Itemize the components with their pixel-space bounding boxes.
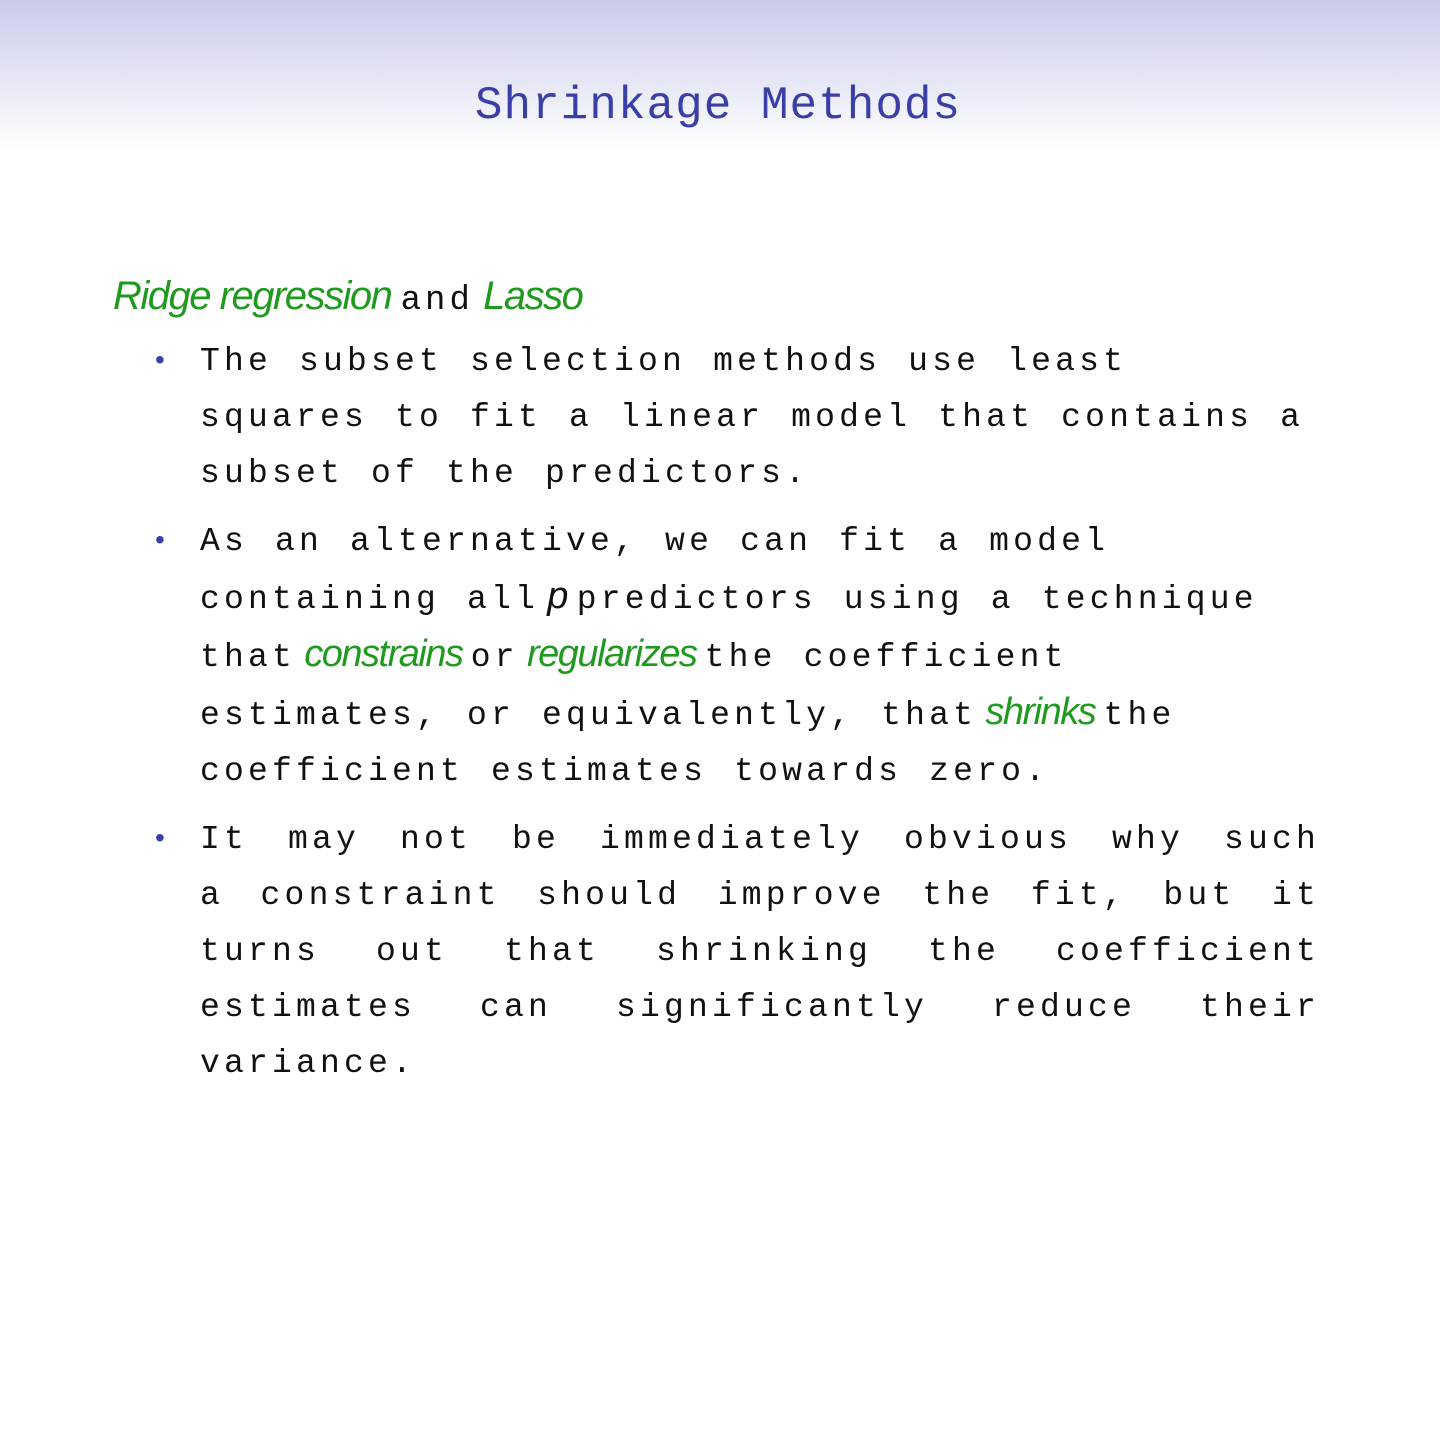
bullet-text: or <box>470 639 519 676</box>
bullet-text: As an alternative, we can fit a model containing all <box>200 523 1110 618</box>
emphasis-shrinks: shrinks <box>985 691 1096 733</box>
emphasis-constrains: constrains <box>304 633 463 675</box>
bullet-item <box>155 513 1320 799</box>
bullet-item <box>155 811 1320 1091</box>
bullet-text: the coefficient estimates towards zero. <box>200 697 1176 790</box>
variable-p: p <box>547 575 569 617</box>
bullet-text: predictors using a technique that <box>200 581 1258 676</box>
bullet-text: The subset selection methods use least squares to fit a linear model that contains a subset of the predictors. <box>200 343 1305 492</box>
subheading <box>113 270 582 327</box>
bullet-text: the coefficient estimates, or equivalently, that <box>200 639 1068 734</box>
bullet-dot-icon: • <box>155 524 165 555</box>
bullet-dot-icon: • <box>155 344 165 375</box>
emphasis-regularizes: regularizes <box>526 633 697 675</box>
bullet-text: It may not be immediately obvious why such a constraint should improve the fit, but it turns out that shrinking the coefficient estimates can significantly reduce their variance. <box>200 821 1320 1082</box>
bullet-item <box>155 333 1320 501</box>
subheading-connector: and <box>400 282 474 320</box>
subheading-term-lasso: Lasso <box>483 274 583 318</box>
slide-title: Shrinkage Methods <box>474 80 962 132</box>
bullet-list <box>155 333 1320 1103</box>
subheading-term-ridge: Ridge regression <box>113 274 392 318</box>
bullet-dot-icon: • <box>155 822 165 853</box>
